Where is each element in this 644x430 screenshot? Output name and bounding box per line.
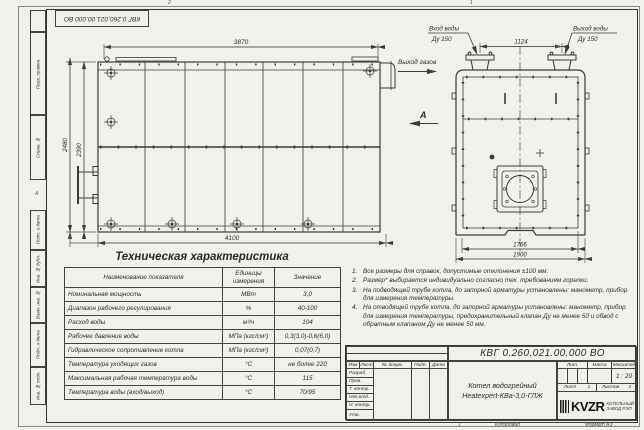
spec-cell: Гидравлическое сопротивление котла [65, 344, 223, 358]
note-item [352, 268, 628, 276]
margin-box-podp-data-1: Подп. и дата [30, 210, 46, 250]
spec-cell: Температура воды (вход/выход) [65, 386, 223, 400]
spec-cell: 70/95 [275, 386, 341, 400]
spec-cell: м³/ч [223, 316, 275, 330]
margin-box-inv-podl: Инв. № подл. [30, 367, 46, 405]
gas-outlet-label: Выход газов [398, 59, 437, 66]
dim-1124: 1124 [514, 38, 528, 46]
dim-3870: 3870 [233, 39, 249, 46]
spec-cell: Диапазон рабочего регулирования [65, 302, 223, 316]
zone-number-bottom: 1 [458, 422, 461, 428]
role-razrab: Разраб. [346, 368, 374, 378]
spec-header-value: Значение [275, 268, 341, 288]
margin-box-sprav-no: Справ. № [30, 115, 46, 180]
lit-label: Лит. [557, 361, 588, 369]
spec-cell: 40-100 [275, 302, 341, 316]
margin-box-perv-primen: Перв. примен. [30, 32, 46, 115]
product-name-line1: Котел водогрейный [468, 381, 537, 391]
sig-grid [411, 368, 430, 421]
copied-label: Копировал [495, 421, 520, 428]
note-item [352, 304, 628, 329]
note-text: На подводящей трубе котла, до запорной арматуры установлены: манометр, прибор для измерения температуры. [363, 286, 628, 302]
water-inlet-dn: Ду 150 [432, 36, 452, 43]
company-logo-cell [557, 391, 637, 421]
water-nozzles [466, 52, 576, 70]
spec-cell: % [223, 302, 275, 316]
note-item [352, 277, 628, 285]
spec-cell: Температура уходящих газов [65, 358, 223, 372]
note-text: Все размеры для справок, допустимые отклонения ±100 мм. [363, 268, 549, 275]
margin-box-podp-data-2: Подп. и дата [30, 323, 46, 367]
zone-number-top-right: 1 [470, 0, 473, 6]
note-text: На отводящей трубе котла, до запорной арматуры установлены: манометр, прибор для измерения температуры, предохранительный клапан Ду не менее 50 и обвод с обратным клапаном Ду не менее 50 мм. [363, 304, 626, 328]
format-label: Формат А3 [585, 421, 613, 428]
kvzr-logo-text: KVZR [570, 398, 605, 414]
col-podp: Подп. [411, 361, 430, 369]
title-block-doc-number: КВГ 0.260.021.00.000 ВО [448, 346, 637, 361]
note-number: 4. [352, 304, 358, 312]
zone-letter-left: А [35, 191, 39, 197]
spec-table-title: Техническая характеристика [115, 251, 289, 263]
spec-cell: Расход воды [65, 316, 223, 330]
dim-star: * [82, 234, 86, 243]
kvzr-logo-icon [560, 400, 569, 413]
spec-table [64, 267, 341, 400]
water-inlet-label: Вход воды [429, 25, 460, 33]
role-utv: Утв. [346, 409, 374, 421]
product-name [448, 361, 557, 421]
revision-row [346, 353, 448, 361]
note-item [352, 287, 628, 304]
dim-1900: 1900 [513, 251, 527, 259]
zone-number-top-left: 2 [168, 0, 171, 6]
annotations-between-views [398, 58, 438, 124]
company-name-line1: КОТЕЛЬНЫЙ [606, 400, 635, 406]
spec-cell: 3,0 [275, 288, 341, 302]
sheet-value: 1 [587, 385, 591, 390]
spec-header-name: Наименование показателя [65, 268, 223, 288]
sheets-label: Листов [601, 385, 620, 390]
front-view [452, 46, 589, 252]
burner-plate [494, 166, 546, 212]
spec-cell: не более 220 [275, 358, 341, 372]
rear-flange [78, 166, 98, 204]
spec-cell: Рабочее давление воды [65, 330, 223, 344]
view-a-label: А [420, 110, 427, 120]
scale-label: Масштаб [612, 362, 636, 368]
role-tkontr: Т. контр. [346, 385, 374, 394]
mass-cell [587, 368, 612, 384]
spec-cell: °С [223, 372, 275, 386]
col-izm: Изм [346, 361, 360, 369]
role-nachotd: Нач.отд. [346, 393, 374, 402]
product-name-line2: Heatexpert-КВа-3,0-ГЛЖ [462, 391, 543, 400]
notes [352, 268, 628, 330]
spec-cell: 115 [275, 372, 341, 386]
spec-cell: МПа (кгс/см²) [223, 330, 275, 344]
side-view [78, 57, 395, 232]
sheets-value: 2 [628, 385, 632, 390]
spec-cell: °С [223, 386, 275, 400]
sig-grid [373, 368, 412, 421]
spec-cell: 0,07(0,7) [275, 344, 341, 358]
note-number: 1. [352, 268, 358, 275]
doc-number-top-text: КВГ 0.260.021.00.000 ВО [63, 15, 141, 22]
col-data: Дата [429, 361, 448, 369]
sheet-label: Лист [563, 385, 577, 390]
role-prov: Пров. [346, 377, 374, 386]
dim-2480: 2480 [62, 138, 69, 152]
spec-cell: 0,3(3,0)-0,6(6,0) [275, 330, 341, 344]
spec-header-units: Единицы измерения [223, 268, 275, 288]
note-number: 3. [352, 286, 358, 294]
spec-cell: МВт [223, 288, 275, 302]
note-text: Размер* выбирается индивидуально согласно тех. требованиям горелки. [363, 277, 589, 285]
spec-cell: °С [223, 358, 275, 372]
role-nkontr: Н. контр. [346, 401, 374, 410]
margin-box-vzam-inv: Взам. инв. № [30, 287, 46, 323]
spec-cell: МПа (кгс/см²) [223, 344, 275, 358]
mass-label: Масса [587, 361, 612, 369]
scale-value: 1 : 20 [611, 368, 637, 384]
company-name-line2: ЗАВОД РЭП [606, 406, 632, 411]
margin-box-inv-dubl: Инв. № дубл. [30, 250, 46, 287]
spec-cell: Максимальная рабочая температура воды [65, 372, 223, 386]
dim-1766: 1766 [513, 241, 527, 249]
note-number: 2. [352, 277, 358, 285]
spec-cell: Номинальная мощность [65, 288, 223, 302]
water-outlet-label: Выход воды [573, 25, 608, 33]
water-outlet-dn: Ду 150 [578, 36, 598, 43]
company-name [606, 401, 634, 412]
col-list: Лист [360, 362, 373, 368]
dim-4100: 4100 [224, 235, 240, 242]
title-block [345, 345, 636, 420]
dim-2390: 2390 [76, 143, 83, 157]
spec-cell: 104 [275, 316, 341, 330]
col-ndocum: № докум. [373, 361, 412, 369]
sig-grid [429, 368, 448, 421]
